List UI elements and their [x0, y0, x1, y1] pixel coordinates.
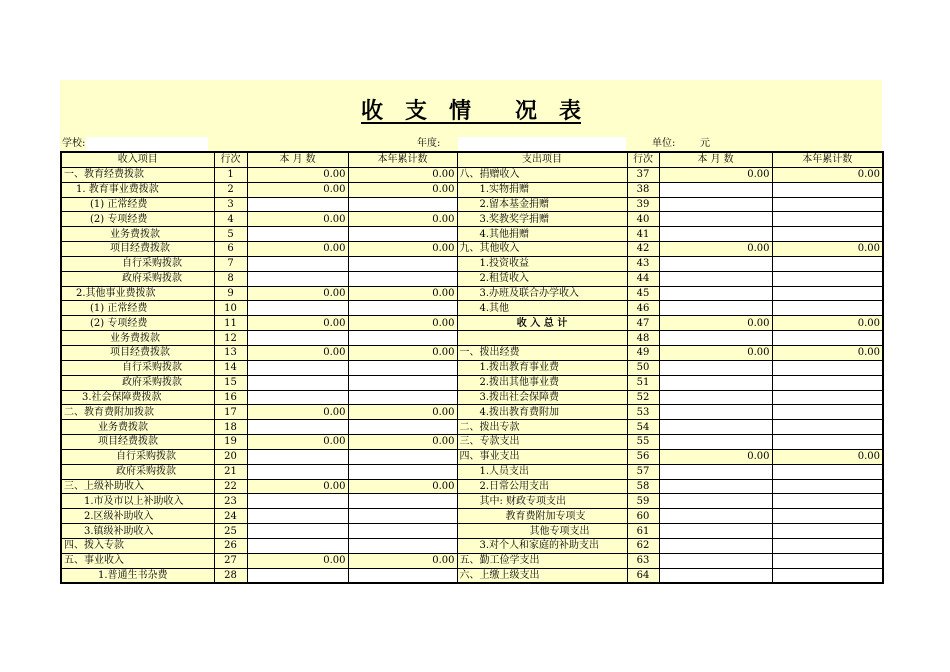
income-rowno: 6 — [214, 242, 247, 257]
income-ytd-value[interactable] — [348, 256, 457, 271]
income-item: 2.区级补助收入 — [61, 509, 214, 524]
expense-rowno: 57 — [627, 464, 659, 479]
year-label: 年度: — [417, 138, 441, 149]
unit-value: 元 — [700, 138, 710, 149]
expense-rowno: 42 — [627, 242, 659, 257]
income-month-value[interactable]: 0.00 — [247, 345, 348, 360]
expense-rowno: 56 — [627, 449, 659, 464]
expense-month-value[interactable] — [659, 553, 772, 568]
expense-rowno: 55 — [627, 435, 659, 450]
expense-rowno: 63 — [627, 553, 659, 568]
expense-item: 4.其他 — [457, 301, 627, 316]
income-item: (1) 正常经费 — [61, 197, 214, 212]
income-ytd-value[interactable] — [348, 390, 457, 405]
expense-ytd-value[interactable]: 0.00 — [772, 345, 883, 360]
expense-ytd-value[interactable] — [772, 405, 883, 420]
income-ytd-value[interactable] — [348, 197, 457, 212]
income-item: 项目经费拨款 — [61, 242, 214, 257]
income-rowno: 3 — [214, 197, 247, 212]
header-income-rowno: 行次 — [214, 152, 247, 167]
table-row — [61, 197, 883, 212]
expense-item: 3.办班及联合办学收入 — [457, 286, 627, 301]
expense-month-value[interactable] — [659, 464, 772, 479]
expense-rowno: 43 — [627, 256, 659, 271]
expense-item: 五、勤工俭学支出 — [457, 553, 627, 568]
expense-month-value[interactable] — [659, 286, 772, 301]
income-rowno: 12 — [214, 331, 247, 346]
income-month-value[interactable]: 0.00 — [247, 286, 348, 301]
expense-rowno: 40 — [627, 212, 659, 227]
expense-month-value[interactable]: 0.00 — [659, 345, 772, 360]
expense-item: 4.其他捐赠 — [457, 227, 627, 242]
header-row — [61, 152, 883, 167]
expense-month-value[interactable] — [659, 212, 772, 227]
income-rowno: 20 — [214, 449, 247, 464]
income-ytd-value[interactable] — [348, 301, 457, 316]
income-item: 二、教育费附加拨款 — [61, 405, 214, 420]
income-rowno: 9 — [214, 286, 247, 301]
income-item: 政府采购拨款 — [61, 271, 214, 286]
income-item: 政府采购拨款 — [61, 375, 214, 390]
header-expense-item: 支出项目 — [457, 152, 627, 167]
expense-month-value[interactable] — [659, 390, 772, 405]
table-row — [61, 449, 883, 464]
income-item: 项目经费拨款 — [61, 345, 214, 360]
expense-rowno: 41 — [627, 227, 659, 242]
expense-rowno: 60 — [627, 509, 659, 524]
expense-rowno: 62 — [627, 538, 659, 553]
income-ytd-value[interactable]: 0.00 — [348, 553, 457, 568]
expense-month-value[interactable]: 0.00 — [659, 449, 772, 464]
income-item: (2) 专项经费 — [61, 316, 214, 331]
income-month-value[interactable] — [247, 375, 348, 390]
income-ytd-value[interactable] — [348, 449, 457, 464]
expense-month-value[interactable] — [659, 182, 772, 197]
page-title: 收 支 情 况 表 — [360, 98, 581, 124]
expense-month-value[interactable] — [659, 538, 772, 553]
income-month-value[interactable]: 0.00 — [247, 167, 348, 182]
expense-ytd-value[interactable] — [772, 286, 883, 301]
expense-ytd-value[interactable] — [772, 256, 883, 271]
income-ytd-value[interactable] — [348, 271, 457, 286]
income-month-value[interactable] — [247, 360, 348, 375]
income-month-value[interactable] — [247, 331, 348, 346]
expense-item: 三、专款支出 — [457, 435, 627, 450]
income-ytd-value[interactable] — [348, 568, 457, 583]
expense-month-value[interactable] — [659, 479, 772, 494]
income-month-value[interactable]: 0.00 — [247, 479, 348, 494]
income-rowno: 10 — [214, 301, 247, 316]
expense-month-value[interactable] — [659, 256, 772, 271]
expense-rowno: 38 — [627, 182, 659, 197]
expense-rowno: 48 — [627, 331, 659, 346]
income-item: 3.社会保障费拨款 — [61, 390, 214, 405]
table-row — [61, 405, 883, 420]
expense-ytd-value[interactable] — [772, 435, 883, 450]
header-expense-month: 本 月 数 — [659, 152, 772, 167]
income-month-value[interactable] — [247, 227, 348, 242]
expense-rowno: 45 — [627, 286, 659, 301]
income-item: 项目经费拨款 — [61, 435, 214, 450]
table-row — [61, 301, 883, 316]
expense-item: 2.留本基金捐赠 — [457, 197, 627, 212]
income-item: 业务费拨款 — [61, 331, 214, 346]
expense-item: 2.租赁收入 — [457, 271, 627, 286]
expense-ytd-value[interactable] — [772, 331, 883, 346]
expense-ytd-value[interactable] — [772, 375, 883, 390]
expense-item: 4.拨出教育费附加 — [457, 405, 627, 420]
expense-item: 一、拨出经费 — [457, 345, 627, 360]
expense-ytd-value[interactable] — [772, 212, 883, 227]
expense-ytd-value[interactable] — [772, 524, 883, 539]
expense-rowno: 50 — [627, 360, 659, 375]
expense-ytd-value[interactable] — [772, 538, 883, 553]
expense-item: 四、事业支出 — [457, 449, 627, 464]
income-month-value[interactable]: 0.00 — [247, 553, 348, 568]
income-rowno: 25 — [214, 524, 247, 539]
expense-month-value[interactable]: 0.00 — [659, 167, 772, 182]
income-rowno: 28 — [214, 568, 247, 583]
expense-month-value[interactable] — [659, 405, 772, 420]
income-item: 业务费拨款 — [61, 227, 214, 242]
income-item: 1. 教育事业费拨款 — [61, 182, 214, 197]
income-item: 自行采购拨款 — [61, 360, 214, 375]
expense-item: 收 入 总 计 — [457, 316, 627, 331]
meta-row — [60, 137, 882, 151]
expense-month-value[interactable] — [659, 494, 772, 509]
expense-ytd-value[interactable] — [772, 479, 883, 494]
income-rowno: 15 — [214, 375, 247, 390]
expense-ytd-value[interactable] — [772, 182, 883, 197]
income-month-value[interactable]: 0.00 — [247, 182, 348, 197]
income-month-value[interactable]: 0.00 — [247, 435, 348, 450]
income-rowno: 13 — [214, 345, 247, 360]
income-month-value[interactable]: 0.00 — [247, 316, 348, 331]
income-rowno: 22 — [214, 479, 247, 494]
expense-month-value[interactable] — [659, 331, 772, 346]
expense-month-value[interactable] — [659, 568, 772, 583]
expense-rowno: 59 — [627, 494, 659, 509]
expense-item: 其他专项支出 — [457, 524, 627, 539]
income-month-value[interactable] — [247, 538, 348, 553]
expense-item: 2.拨出其他事业费 — [457, 375, 627, 390]
expense-month-value[interactable] — [659, 271, 772, 286]
income-rowno: 1 — [214, 167, 247, 182]
expense-item: 1.实物捐赠 — [457, 182, 627, 197]
income-item: 自行采购拨款 — [61, 256, 214, 271]
table-row — [61, 360, 883, 375]
expense-month-value[interactable] — [659, 197, 772, 212]
expense-month-value[interactable] — [659, 435, 772, 450]
income-month-value[interactable]: 0.00 — [247, 405, 348, 420]
expense-month-value[interactable] — [659, 375, 772, 390]
header-income-ytd: 本年累计数 — [348, 152, 457, 167]
income-rowno: 5 — [214, 227, 247, 242]
income-rowno: 21 — [214, 464, 247, 479]
table-row — [61, 509, 883, 524]
table-row — [61, 553, 883, 568]
expense-ytd-value[interactable]: 0.00 — [772, 167, 883, 182]
expense-item: 1.投资收益 — [457, 256, 627, 271]
expense-rowno: 39 — [627, 197, 659, 212]
income-item: 一、教育经费拨款 — [61, 167, 214, 182]
expense-rowno: 37 — [627, 167, 659, 182]
income-ytd-value[interactable]: 0.00 — [348, 316, 457, 331]
income-month-value[interactable] — [247, 390, 348, 405]
income-ytd-value[interactable] — [348, 464, 457, 479]
expense-item: 1.拨出教育事业费 — [457, 360, 627, 375]
expense-rowno: 44 — [627, 271, 659, 286]
income-ytd-value[interactable]: 0.00 — [348, 242, 457, 257]
income-rowno: 14 — [214, 360, 247, 375]
income-month-value[interactable] — [247, 568, 348, 583]
expense-rowno: 49 — [627, 345, 659, 360]
table-row — [61, 420, 883, 435]
income-item: 五、事业收入 — [61, 553, 214, 568]
income-item: 自行采购拨款 — [61, 449, 214, 464]
income-item: (2) 专项经费 — [61, 212, 214, 227]
income-rowno: 11 — [214, 316, 247, 331]
expense-rowno: 58 — [627, 479, 659, 494]
income-month-value[interactable] — [247, 494, 348, 509]
income-item: 三、上级补助收入 — [61, 479, 214, 494]
expense-ytd-value[interactable] — [772, 494, 883, 509]
expense-rowno: 64 — [627, 568, 659, 583]
income-ytd-value[interactable]: 0.00 — [348, 405, 457, 420]
header-expense-rowno: 行次 — [627, 152, 659, 167]
table-row — [61, 271, 883, 286]
income-month-value[interactable]: 0.00 — [247, 242, 348, 257]
table-row — [61, 182, 883, 197]
income-rowno: 7 — [214, 256, 247, 271]
expense-item: 教育费附加专项支 — [457, 509, 627, 524]
income-item: 业务费拨款 — [61, 420, 214, 435]
expense-ytd-value[interactable] — [772, 553, 883, 568]
income-item: 1.市及市以上补助收入 — [61, 494, 214, 509]
expense-item: 六、上缴上级支出 — [457, 568, 627, 583]
unit-label: 单位: — [652, 138, 676, 149]
income-ytd-value[interactable] — [348, 538, 457, 553]
income-ytd-value[interactable]: 0.00 — [348, 345, 457, 360]
income-ytd-value[interactable]: 0.00 — [348, 435, 457, 450]
income-month-value[interactable] — [247, 271, 348, 286]
expense-month-value[interactable] — [659, 301, 772, 316]
expense-ytd-value[interactable] — [772, 390, 883, 405]
table-row — [61, 331, 883, 346]
income-rowno: 24 — [214, 509, 247, 524]
income-item: 3.镇级补助收入 — [61, 524, 214, 539]
table-row — [61, 435, 883, 450]
income-month-value[interactable] — [247, 256, 348, 271]
expense-month-value[interactable] — [659, 227, 772, 242]
income-ytd-value[interactable] — [348, 494, 457, 509]
income-rowno: 19 — [214, 435, 247, 450]
table-row — [61, 479, 883, 494]
table-row — [61, 494, 883, 509]
income-ytd-value[interactable] — [348, 360, 457, 375]
income-month-value[interactable] — [247, 197, 348, 212]
expense-rowno: 51 — [627, 375, 659, 390]
expense-ytd-value[interactable] — [772, 568, 883, 583]
income-ytd-value[interactable]: 0.00 — [348, 479, 457, 494]
table-row — [61, 212, 883, 227]
expense-ytd-value[interactable] — [772, 271, 883, 286]
table-row — [61, 242, 883, 257]
header-expense-ytd: 本年累计数 — [772, 152, 883, 167]
expense-month-value[interactable] — [659, 360, 772, 375]
income-ytd-value[interactable] — [348, 524, 457, 539]
income-ytd-value[interactable] — [348, 331, 457, 346]
income-month-value[interactable] — [247, 449, 348, 464]
table-row — [61, 256, 883, 271]
expense-item: 1.人员支出 — [457, 464, 627, 479]
expense-rowno: 61 — [627, 524, 659, 539]
table-row — [61, 286, 883, 301]
expense-rowno: 54 — [627, 420, 659, 435]
income-ytd-value[interactable]: 0.00 — [348, 182, 457, 197]
income-month-value[interactable] — [247, 420, 348, 435]
expense-ytd-value[interactable] — [772, 509, 883, 524]
income-rowno: 17 — [214, 405, 247, 420]
table-row — [61, 568, 883, 583]
year-input[interactable] — [458, 137, 626, 151]
income-rowno: 2 — [214, 182, 247, 197]
expense-item: 其中: 财政专项支出 — [457, 494, 627, 509]
header-income-month: 本 月 数 — [247, 152, 348, 167]
income-month-value[interactable]: 0.00 — [247, 212, 348, 227]
expense-item: 八、捐赠收入 — [457, 167, 627, 182]
income-item: 2.其他事业费拨款 — [61, 286, 214, 301]
expense-item — [457, 331, 627, 346]
income-month-value[interactable] — [247, 509, 348, 524]
income-month-value[interactable] — [247, 301, 348, 316]
income-rowno: 18 — [214, 420, 247, 435]
expense-ytd-value[interactable] — [772, 360, 883, 375]
expense-ytd-value[interactable]: 0.00 — [772, 449, 883, 464]
expense-ytd-value[interactable]: 0.00 — [772, 316, 883, 331]
income-ytd-value[interactable] — [348, 420, 457, 435]
table-row — [61, 538, 883, 553]
expense-month-value[interactable] — [659, 420, 772, 435]
income-item: 政府采购拨款 — [61, 464, 214, 479]
expense-ytd-value[interactable] — [772, 197, 883, 212]
expense-rowno: 53 — [627, 405, 659, 420]
table-row — [61, 316, 883, 331]
income-item: (1) 正常经费 — [61, 301, 214, 316]
income-rowno: 16 — [214, 390, 247, 405]
expense-item: 3.奖教奖学捐赠 — [457, 212, 627, 227]
table-row — [61, 167, 883, 182]
income-month-value[interactable] — [247, 524, 348, 539]
expense-item: 九、其他收入 — [457, 242, 627, 257]
income-rowno: 4 — [214, 212, 247, 227]
income-ytd-value[interactable]: 0.00 — [348, 286, 457, 301]
table-row — [61, 345, 883, 360]
income-rowno: 23 — [214, 494, 247, 509]
expense-month-value[interactable]: 0.00 — [659, 242, 772, 257]
expense-ytd-value[interactable]: 0.00 — [772, 242, 883, 257]
income-item: 四、拨入专款 — [61, 538, 214, 553]
table-row — [61, 375, 883, 390]
school-input[interactable] — [86, 137, 208, 151]
expense-rowno: 47 — [627, 316, 659, 331]
income-rowno: 8 — [214, 271, 247, 286]
spreadsheet — [60, 80, 882, 584]
income-ytd-value[interactable]: 0.00 — [348, 212, 457, 227]
expense-ytd-value[interactable] — [772, 301, 883, 316]
income-item: 1.普通生书杂费 — [61, 568, 214, 583]
table-row — [61, 390, 883, 405]
income-ytd-value[interactable] — [348, 227, 457, 242]
expense-item: 2.日常公用支出 — [457, 479, 627, 494]
income-ytd-value[interactable]: 0.00 — [348, 167, 457, 182]
income-expense-table — [60, 151, 884, 584]
expense-item: 3.拨出社会保障费 — [457, 390, 627, 405]
income-rowno: 26 — [214, 538, 247, 553]
expense-rowno: 46 — [627, 301, 659, 316]
expense-ytd-value[interactable] — [772, 464, 883, 479]
school-label: 学校: — [62, 138, 86, 149]
header-income-item: 收入项目 — [61, 152, 214, 167]
expense-ytd-value[interactable] — [772, 420, 883, 435]
expense-item: 3.对个人和家庭的补助支出 — [457, 538, 627, 553]
income-month-value[interactable] — [247, 464, 348, 479]
title-band — [60, 80, 882, 137]
expense-rowno: 52 — [627, 390, 659, 405]
table-row — [61, 227, 883, 242]
table-row — [61, 524, 883, 539]
income-ytd-value[interactable] — [348, 375, 457, 390]
expense-month-value[interactable]: 0.00 — [659, 316, 772, 331]
income-rowno: 27 — [214, 553, 247, 568]
expense-item: 二、拨出专款 — [457, 420, 627, 435]
table-row — [61, 464, 883, 479]
table-body — [61, 167, 883, 583]
income-ytd-value[interactable] — [348, 509, 457, 524]
expense-month-value[interactable] — [659, 524, 772, 539]
expense-month-value[interactable] — [659, 509, 772, 524]
expense-ytd-value[interactable] — [772, 227, 883, 242]
